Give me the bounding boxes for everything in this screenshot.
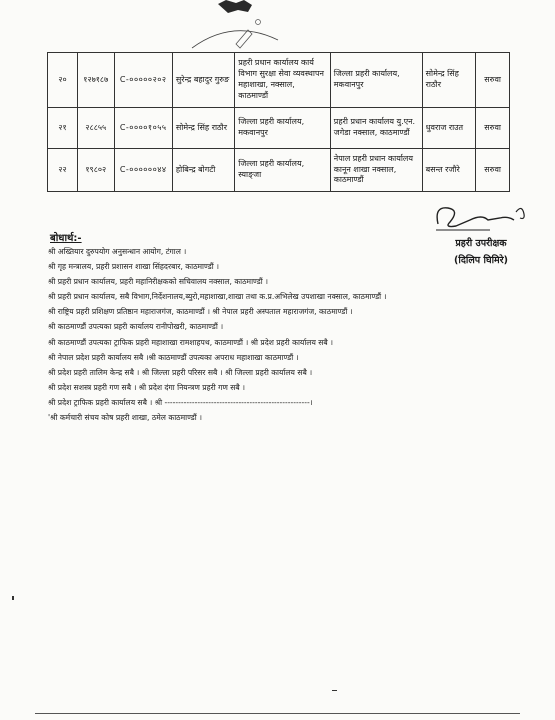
table-row — [48, 108, 510, 149]
service-number-cell: १९८०२ — [78, 149, 114, 192]
new-office-cell: प्रहरी प्रधान कार्यालय यु.एन. जगेडा नक्साल, काठमाण्डौं — [330, 108, 422, 149]
page-bottom-divider — [35, 713, 520, 714]
service-number-cell: २८८५५ — [78, 108, 114, 149]
replacement-cell: सोमेन्द्र सिंह राठौर — [422, 53, 476, 108]
serial-number-cell: २२ — [48, 149, 78, 192]
current-office-cell: जिल्ला प्रहरी कार्यालय, स्याङ्जा — [235, 149, 331, 192]
new-office-cell: जिल्ला प्रहरी कार्यालय, मकवानपुर — [330, 53, 422, 108]
service-number-cell: १२७१८७ — [78, 53, 114, 108]
list-item: श्री काठमाण्डौं उपत्यका प्रहरी कार्यालय रानीपोखरी, काठमाण्डौं । — [48, 322, 224, 332]
list-item: श्री नेपाल प्रदेश प्रहरी कार्यालय सबै ।श्री काठमाण्डौं उपत्यका अपराध महाशाखा काठमाण्डौं । — [48, 352, 299, 362]
current-office-cell: प्रहरी प्रधान कार्यालय कार्य विभाग सुरक्षा सेवा व्यवस्थापन महाशाखा, नक्साल, काठमाण्डौं — [235, 53, 331, 108]
replacement-cell: धुवराज राउत — [422, 108, 476, 149]
current-office-cell: जिल्ला प्रहरी कार्यालय, मकवानपुर — [235, 108, 331, 149]
transfer-table — [47, 52, 510, 192]
list-item: श्री प्रहरी प्रधान कार्यालय, सबै विभाग,निर्देशनालय,ब्युरो,महाशाखा,शाखा तथा क.प्र.अभिलेख उपशाखा नक्साल, काठमाण्डौं । — [48, 292, 387, 302]
employee-id-cell: C-०००००२०२ — [114, 53, 172, 108]
action-cell: सरुवा — [476, 53, 510, 108]
signature-scribble — [430, 196, 530, 236]
cc-list — [48, 244, 448, 425]
name-cell: होबिन्द्र बोगटी — [172, 149, 234, 192]
list-item: श्री अख्तियार दुरुपयोग अनुसन्धान आयोग, टंगाल । — [48, 247, 187, 256]
cc-heading: बोधार्थ:- — [50, 233, 82, 244]
government-seal — [178, 0, 288, 58]
list-item: श्री प्रदेश प्रहरी तालिम केन्द्र सबै । श्री जिल्ला प्रहरी परिसर सबै । श्री जिल्ला प्रहरी कार्यालय सबै । — [48, 367, 313, 377]
employee-id-cell: C-००००१०५५ — [114, 108, 172, 149]
new-office-cell: नेपाल प्रहरी प्रधान कार्यालय कानून शाखा नक्साल, काठमाण्डौं — [330, 149, 422, 192]
list-item: श्री काठमाण्डौं उपत्यका ट्राफिक प्रहरी महाशाखा रामशाहपथ, काठमाण्डौं । श्री प्रदेश प्रहरी कार्यालय सबै । — [48, 337, 334, 347]
list-item: श्री प्रहरी प्रधान कार्यालय, प्रहरी महानिरीक्षकको सचिवालय नक्साल, काठमाण्डौं । — [48, 277, 268, 287]
employee-id-cell: C-००००००४४ — [114, 149, 172, 192]
list-item: श्री प्रदेश ट्राफिक प्रहरी कार्यालय सबै । श्री -----------------------------------------------------। — [48, 397, 313, 407]
name-cell: सोमेन्द्र सिंह राठौर — [172, 108, 234, 149]
list-item: श्री प्रदेश सशस्त्र प्रहरी गण सबै । श्री प्रदेश दंगा नियन्त्रण प्रहरी गण सबै । — [48, 382, 246, 392]
scan-mark — [332, 690, 337, 691]
replacement-cell: बसन्त रजौरे — [422, 149, 476, 192]
table-row — [48, 53, 510, 108]
name-cell: सुरेन्द्र बहादुर गुरुङ — [172, 53, 234, 108]
action-cell: सरुवा — [476, 149, 510, 192]
serial-number-cell: २१ — [48, 108, 78, 149]
list-item: श्री राष्ट्रिय प्रहरी प्रशिक्षण प्रतिष्ठान महाराजगंज, काठमाण्डौं । श्री नेपाल प्रहरी अस्पताल महाराजगंज, काठमाण्डौं । — [48, 307, 353, 317]
action-cell: सरुवा — [476, 108, 510, 149]
serial-number-cell: २० — [48, 53, 78, 108]
list-item: श्री गृह मन्त्रालय, प्रहरी प्रशासन शाखा सिंहदरबार, काठमाण्डौं । — [48, 262, 219, 272]
signatory-title: प्रहरी उपरीक्षक — [455, 238, 507, 249]
list-item: 'श्री कर्मचारी संचय कोष प्रहरी शाखा, ठमेल काठमाण्डौं । — [48, 413, 203, 423]
signatory-name: (दिलिप घिमिरे) — [454, 255, 508, 266]
scan-mark — [12, 596, 14, 600]
seal-icon — [178, 0, 288, 58]
table-row — [48, 149, 510, 192]
